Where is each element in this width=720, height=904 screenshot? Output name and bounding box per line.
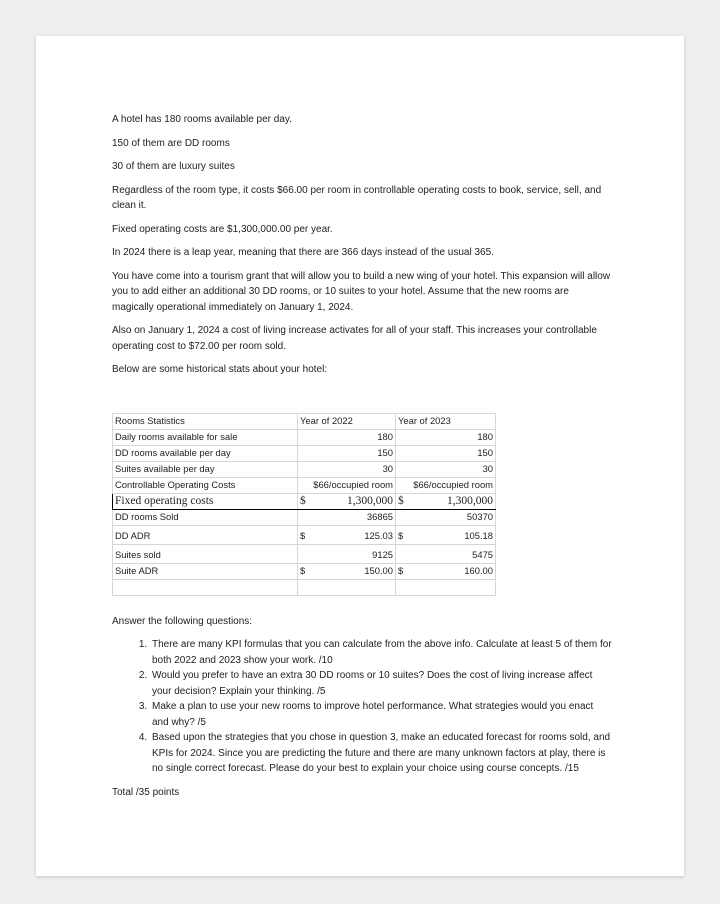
table-row [113,544,496,563]
table-row [113,445,496,461]
table-row [113,563,496,579]
questions-list [112,637,612,777]
intro-rooms-total: A hotel has 180 rooms available per day. [112,114,292,125]
total-points: Total /35 points [112,786,180,798]
value-2023 [396,563,496,579]
amount: 105.18 [464,529,493,541]
document-page [36,36,684,876]
question-item: 1. There are many KPI formulas that you can calculate from the above info. Calculate at least 5 of them for both 2022 and 2023 show your work. /10 [150,637,612,668]
value-2022 [298,563,396,579]
question-item: 2. Would you prefer to have an extra 30 DD rooms or 10 suites? Does the cost of living increase affect your decision? Explain your thinking. /5 [150,668,612,699]
value-2023 [396,493,496,509]
table-row-empty [113,579,496,595]
row-label: Fixed operating costs [113,493,298,509]
intro-stats-lead: Below are some historical stats about your hotel: [112,364,328,375]
table-row [113,429,496,445]
currency-symbol: $ [398,529,404,541]
table-header-cell: Year of 2023 [396,413,496,429]
value-2023: 180 [396,429,496,445]
value-2022: 150 [298,445,396,461]
table-row [113,525,496,544]
amount: 1,300,000 [347,494,393,507]
intro-grant: You have come into a tourism grant that will allow you to build a new wing of your hotel. This expansion will allow you to add either an additional 30 DD rooms, or 10 suites to your hotel. Assume that the new rooms are magically operational immediately on January 1, 2024. [112,270,611,313]
value-2022: 9125 [298,544,396,563]
row-label: Controllable Operating Costs [113,477,298,493]
question-item: 3. Make a plan to use your new rooms to improve hotel performance. What strategies would you enact and why? /5 [150,699,612,730]
row-label: Suite ADR [113,563,298,579]
table-header-cell: Year of 2022 [298,413,396,429]
row-label: DD rooms Sold [113,509,298,525]
intro-fixed-cost: Fixed operating costs are $1,300,000.00 per year. [112,223,333,235]
value-2022 [298,493,396,509]
amount: 1,300,000 [447,494,493,507]
value-2023: 5475 [396,544,496,563]
intro-dd-rooms: 150 of them are DD rooms [112,137,230,149]
question-item: 4. Based upon the strategies that you chose in question 3, make an educated forecast for rooms sold, and KPIs for 2024. Since you are predicting the future and there are many unknown factors at play, there is no single correct forecast. Please do your best to explain your choice using course concepts. /15 [150,730,612,777]
value-2023: 30 [396,461,496,477]
intro-cost-of-living: Also on January 1, 2024 a cost of living increase activates for all of your staff. This increases your controllable operating cost to $72.00 per room sold. [112,325,597,352]
currency-symbol: $ [300,564,306,576]
table-row [113,509,496,525]
amount: 160.00 [464,564,493,576]
value-2022: 36865 [298,509,396,525]
answer-heading: Answer the following questions: [112,615,253,627]
value-2022: 180 [298,429,396,445]
intro-controllable-cost: Regardless of the room type, it costs $66.00 per room in controllable operating costs to book, service, sell, and clean it. [112,184,602,211]
value-2022: 30 [298,461,396,477]
intro-leap-year: In 2024 there is a leap year, meaning that there are 366 days instead of the usual 365. [112,247,494,258]
value-2023: $66/occupied room [396,477,496,493]
row-label: Suites available per day [113,461,298,477]
value-2023 [396,525,496,544]
table-row [113,477,496,493]
amount: 150.00 [364,564,393,576]
amount: 125.03 [364,529,393,541]
table-row-fixed-costs [113,493,496,509]
value-2022 [298,525,396,544]
value-2023: 50370 [396,509,496,525]
table-header-cell: Rooms Statistics [113,413,298,429]
currency-symbol: $ [398,494,404,507]
row-label: DD rooms available per day [113,445,298,461]
currency-symbol: $ [398,564,404,576]
value-2022: $66/occupied room [298,477,396,493]
row-label: DD ADR [113,525,298,544]
row-label: Suites sold [113,544,298,563]
currency-symbol: $ [300,529,306,541]
rooms-statistics-table [112,413,496,596]
intro-suites: 30 of them are luxury suites [112,161,235,172]
currency-symbol: $ [300,494,306,507]
table-header-row [113,413,496,429]
value-2023: 150 [396,445,496,461]
document-body [112,112,612,808]
table-row [113,461,496,477]
row-label: Daily rooms available for sale [113,429,298,445]
